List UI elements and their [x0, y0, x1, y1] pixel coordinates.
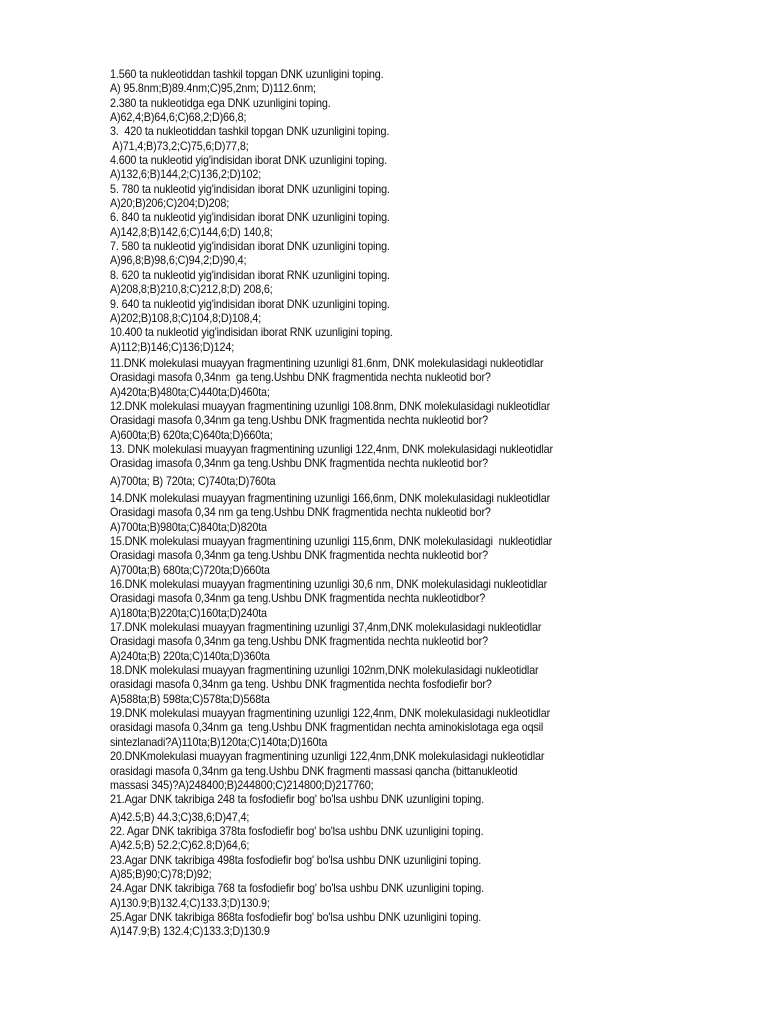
text-line: A)130.9;B)132.4;C)133.3;D)130.9;	[110, 896, 270, 910]
text-line: A)240ta;B) 220ta;C)140ta;D)360ta	[110, 649, 270, 663]
text-line: A)96,8;B)98,6;C)94,2;D)90,4;	[110, 254, 247, 268]
text-line: 3. 420 ta nukleotiddan tashkil topgan DNK uzunligini toping.	[110, 125, 390, 139]
text-line: A)62,4;B)64,6;C)68,2;D)66,8;	[110, 111, 247, 125]
text-line: 20.DNKmolekulasi muayyan fragmentining uzunligi 122,4nm,DNK molekulasidagi nukleotidlar	[110, 750, 545, 764]
text-line: 10.400 ta nukleotid yig'indisidan iborat RNK uzunligini toping.	[110, 326, 393, 340]
text-line: 7. 580 ta nukleotid yig'indisidan iborat DNK uzunligini toping.	[110, 240, 390, 254]
text-line: A)71,4;B)73,2;C)75,6;D)77,8;	[110, 139, 249, 153]
text-line: Orasidag imasofa 0,34nm ga teng.Ushbu DNK fragmentida nechta nukleotid bor?	[110, 457, 488, 471]
text-line: 15.DNK molekulasi muayyan fragmentining uzunligi 115,6nm, DNK molekulasidagi nukleotidlar	[110, 535, 553, 548]
text-line: Orasidagi masofa 0,34nm ga teng.Ushbu DNK fragmentida nechta nukleotidbor?	[110, 592, 486, 606]
text-line: 22. Agar DNK takribiga 378ta fosfodiefir bog' bo'lsa ushbu DNK uzunligini toping.	[110, 824, 484, 838]
text-line: Orasidagi masofa 0,34nm ga teng.Ushbu DNK fragmentida nechta nukleotid bor?	[110, 549, 488, 563]
text-line: A)42.5;B) 52.2;C)62.8;D)64,6;	[110, 839, 250, 853]
text-line: 18.DNK molekulasi muayyan fragmentining uzunligi 102nm,DNK molekulasidagi nukleotidlar	[110, 664, 539, 678]
text-line: 2.380 ta nukleotidga ega DNK uzunligini toping.	[110, 96, 331, 110]
text-line: A)420ta;B)480ta;C)440ta;D)460ta;	[110, 385, 270, 399]
text-line: 5. 780 ta nukleotid yig'indisidan iborat DNK uzunligini toping.	[110, 182, 390, 196]
text-line: 11.DNK molekulasi muayyan fragmentining uzunligi 81.6nm, DNK molekulasidagi nukleotidlar	[110, 356, 544, 370]
text-line: A)600ta;B) 620ta;C)640ta;D)660ta;	[110, 428, 273, 442]
text-line: 13. DNK molekulasi muayyan fragmentining uzunligi 122,4nm, DNK molekulasidagi nukleotidlar	[110, 442, 553, 456]
text-line: orasidagi masofa 0,34nm ga teng.Ushbu DNK fragmentidan nechta aminokislotaga ega oqsil	[110, 721, 544, 735]
text-line: A)132,6;B)144,2;C)136,2;D)102;	[110, 168, 262, 182]
text-line: Orasidagi masofa 0,34 nm ga teng.Ushbu DNK fragmentida nechta nukleotid bor?	[110, 506, 491, 520]
text-line: massasi 345)?A)248400;B)244800;C)214800;D)217760;	[110, 778, 374, 792]
text-line: 8. 620 ta nukleotid yig'indisidan iborat RNK uzunligini toping.	[110, 268, 390, 282]
text-line: 17.DNK molekulasi muayyan fragmentining uzunligi 37,4nm,DNK molekulasidagi nukleotidlar	[110, 621, 542, 635]
text-line: 14.DNK molekulasi muayyan fragmentining uzunligi 166,6nm, DNK molekulasidagi nukleotidlar	[110, 491, 551, 505]
text-line: 9. 640 ta nukleotid yig'indisidan iborat DNK uzunligini toping.	[110, 297, 390, 311]
text-line: 25.Agar DNK takribiga 868ta fosfodiefir bog' bo'lsa ushbu DNK uzunligini toping.	[110, 910, 482, 924]
text-line: 12.DNK molekulasi muayyan fragmentining uzunligi 108.8nm, DNK molekulasidagi nukleotidlar	[110, 399, 551, 413]
text-line: A)202;B)108,8;C)104,8;D)108,4;	[110, 311, 262, 325]
text-line: Orasidagi masofa 0,34nm ga teng.Ushbu DNK fragmentida nechta nukleotid bor?	[110, 371, 491, 385]
text-line: A) 95.8nm;B)89.4nm;C)95,2nm; D)112.6nm;	[110, 82, 316, 96]
text-line: A)112;B)146;C)136;D)124;	[110, 340, 235, 354]
text-line: A)42.5;B) 44.3;C)38,6;D)47,4;	[110, 810, 250, 824]
text-line: 1.560 ta nukleotiddan tashkil topgan DNK uzunligini toping.	[110, 68, 384, 81]
text-line: orasidagi masofa 0,34nm ga teng. Ushbu DNK fragmentida nechta fosfodiefir bor?	[110, 678, 492, 692]
text-line: A)85;B)90;C)78;D)92;	[110, 867, 212, 881]
text-line: 21.Agar DNK takribiga 248 ta fosfodiefir bog' bo'lsa ushbu DNK uzunligini toping.	[110, 793, 485, 807]
text-line: A)142,8;B)142,6;C)144,6;D) 140,8;	[110, 225, 273, 239]
text-line: A)20;B)206;C)204;D)208;	[110, 197, 230, 211]
text-line: 23.Agar DNK takribiga 498ta fosfodiefir bog' bo'lsa ushbu DNK uzunligini toping.	[110, 853, 482, 867]
document-page	[110, 68, 750, 940]
text-line: A)180ta;B)220ta;C)160ta;D)240ta	[110, 606, 267, 620]
text-line: Orasidagi masofa 0,34nm ga teng.Ushbu DNK fragmentida nechta nukleotid bor?	[110, 414, 488, 428]
text-line: sintezlanadi?A)110ta;B)120ta;C)140ta;D)160ta	[110, 735, 328, 749]
text-line: 16.DNK molekulasi muayyan fragmentining uzunligi 30,6 nm, DNK molekulasidagi nukleotidlar	[110, 578, 548, 592]
text-line: 19.DNK molekulasi muayyan fragmentining uzunligi 122,4nm, DNK molekulasidagi nukleotidlar	[110, 707, 551, 721]
text-line: A)700ta; B) 720ta; C)740ta;D)760ta	[110, 474, 276, 488]
text-line: 24.Agar DNK takribiga 768 ta fosfodiefir bog' bo'lsa ushbu DNK uzunligini toping.	[110, 882, 485, 896]
text-line: A)208,8;B)210,8;C)212,8;D) 208,6;	[110, 283, 273, 297]
text-line: A)588ta;B) 598ta;C)578ta;D)568ta	[110, 692, 270, 706]
text-line: orasidagi masofa 0,34nm ga teng.Ushbu DNK fragmenti massasi qancha (bittanukleotid	[110, 764, 518, 778]
text-line: 6. 840 ta nukleotid yig'indisidan iborat DNK uzunligini toping.	[110, 211, 390, 225]
text-line: A)700ta;B) 680ta;C)720ta;D)660ta	[110, 563, 270, 577]
text-line: A)147.9;B) 132.4;C)133.3;D)130.9	[110, 925, 270, 939]
text-line: Orasidagi masofa 0,34nm ga teng.Ushbu DNK fragmentida nechta nukleotid bor?	[110, 635, 488, 649]
text-line: 4.600 ta nukleotid yig'indisidan iborat DNK uzunligini toping.	[110, 154, 387, 168]
text-line: A)700ta;B)980ta;C)840ta;D)820ta	[110, 520, 267, 534]
